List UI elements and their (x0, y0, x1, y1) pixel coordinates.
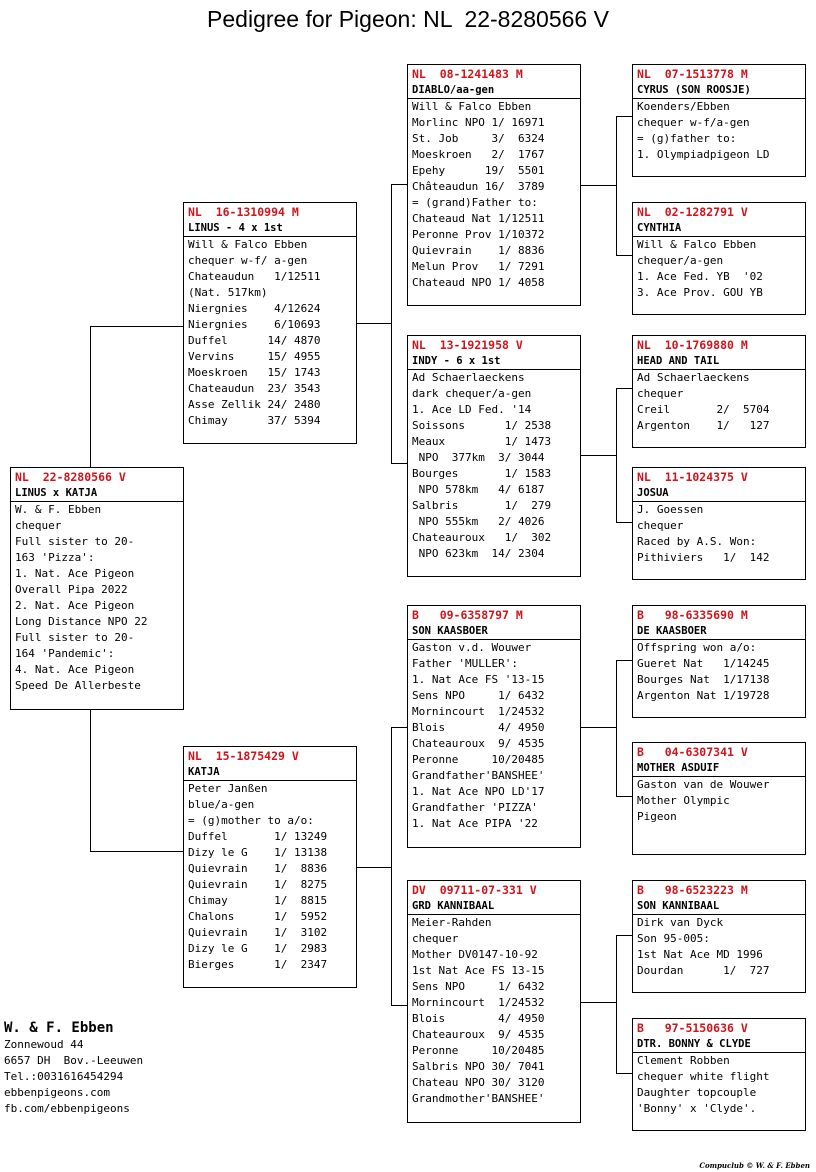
pedigree-line: Grandfather 'PIZZA' (412, 801, 538, 814)
connector (580, 455, 616, 456)
pedigree-line: 1. Olympiadpigeon LD (637, 148, 770, 161)
pedigree-line: Pigeon (637, 810, 677, 823)
owner-address-line: Zonnewoud 44 (4, 1038, 84, 1051)
pigeon-name: DTR. BONNY & CLYDE (633, 1036, 805, 1053)
connector (391, 1005, 408, 1006)
pedigree-line: Daughter topcouple (637, 1086, 757, 1099)
pedigree-line: Moeskroen 15/ 1743 (188, 366, 321, 379)
pedigree-line: Dizy le G 1/ 13138 (188, 846, 328, 859)
pedigree-line: Will & Falco Ebben (637, 238, 757, 251)
ring-number: B 98-6335690 M (637, 608, 748, 622)
pedigree-line: Offspring won a/o: (637, 641, 757, 654)
pigeon-name: SON KAASBOER (408, 623, 580, 640)
pedigree-line: 164 'Pandemic': (15, 647, 115, 660)
pedigree-line: Chimay 37/ 5394 (188, 414, 321, 427)
pedigree-line: St. Job 3/ 6324 (412, 132, 545, 145)
pedigree-line: Epehy 19/ 5501 (412, 164, 545, 177)
pedigree-line: chequer (637, 519, 684, 532)
connector (391, 184, 392, 463)
pedigree-line: Ad Schaerlaeckens (637, 371, 750, 384)
connector (90, 326, 184, 327)
connector (391, 463, 408, 464)
pedigree-line: Creil 2/ 5704 (637, 403, 770, 416)
pedigree-line: Ad Schaerlaeckens (412, 371, 525, 384)
pedigree-line: Meier-Rahden (412, 916, 492, 929)
pedigree-line: Melun Prov 1/ 7291 (412, 260, 545, 273)
pedigree-line: Quievrain 1/ 8836 (412, 244, 545, 257)
connector (616, 935, 632, 936)
pedigree-line: chequer w-f/a-gen (637, 116, 750, 129)
pigeon-card-dsd (632, 742, 806, 855)
connector (391, 727, 392, 1005)
pigeon-name: JOSUA (633, 485, 805, 502)
pedigree-line: Mornincourt 1/24532 (412, 705, 545, 718)
pedigree-line: Chateaudun 23/ 3543 (188, 382, 321, 395)
pedigree-line: 1. Ace LD Fed. '14 (412, 403, 532, 416)
pedigree-line: Clement Robben (637, 1054, 730, 1067)
ring-number: NL 15-1875429 V (188, 749, 299, 763)
pedigree-line: Grandfather'BANSHEE' (412, 769, 545, 782)
pigeon-card-dam-sire (407, 605, 581, 848)
ring-number: B 98-6523223 M (637, 883, 748, 897)
pedigree-line: chequer (412, 932, 459, 945)
pedigree-line: Chateaudun 1/12511 (188, 270, 321, 283)
pedigree-line: Full sister to 20- (15, 535, 135, 548)
pigeon-name: HEAD AND TAIL (633, 353, 805, 370)
pedigree-line: NPO 377km 3/ 3044 (412, 451, 545, 464)
connector (616, 935, 617, 1073)
pedigree-line: Overall Pipa 2022 (15, 583, 128, 596)
pigeon-name: SON KANNIBAAL (633, 898, 805, 915)
ring-number: NL 22-8280566 V (15, 470, 126, 484)
pedigree-line: Argenton Nat 1/19728 (637, 689, 770, 702)
pedigree-line: Will & Falco Ebben (412, 100, 532, 113)
pigeon-card-dss (632, 605, 806, 718)
pedigree-line: Meaux 1/ 1473 (412, 435, 552, 448)
pedigree-line: 4. Nat. Ace Pigeon (15, 663, 135, 676)
owner-phone: Tel.:0031616454294 (4, 1070, 124, 1083)
pedigree-line: chequer (637, 387, 684, 400)
pedigree-line: (Nat. 517km) (188, 286, 268, 299)
connector (356, 323, 391, 324)
pedigree-line: 1. Nat. Ace Pigeon (15, 567, 135, 580)
pedigree-line: NPO 578km 4/ 6187 (412, 483, 545, 496)
pedigree-line: Chateaud NPO 1/ 4058 (412, 276, 545, 289)
pigeon-name: LINUS x KATJA (11, 485, 183, 502)
pedigree-line: Chimay 1/ 8815 (188, 894, 328, 907)
pedigree-line: 1st Nat Ace FS 13-15 (412, 964, 545, 977)
pedigree-line: Niergnies 4/12624 (188, 302, 321, 315)
pedigree-line: Mother DV0147-10-92 (412, 948, 538, 961)
ring-number: NL 02-1282791 V (637, 205, 748, 219)
pedigree-line: Gueret Nat 1/14245 (637, 657, 770, 670)
ring-number: DV 09711-07-331 V (412, 883, 537, 897)
pedigree-line: Peronne 10/20485 (412, 1044, 545, 1057)
pedigree-line: Quievrain 1/ 8836 (188, 862, 328, 875)
pedigree-line: 1. Ace Fed. YB '02 (637, 270, 763, 283)
pedigree-line: Salbris NPO 30/ 7041 (412, 1060, 545, 1073)
pedigree-line: 1. Nat Ace FS '13-15 (412, 673, 545, 686)
pedigree-line: NPO 623km 14/ 2304 (412, 547, 545, 560)
connector (616, 116, 617, 255)
pedigree-line: = (g)father to: (637, 132, 737, 145)
pigeon-name: GRD KANNIBAAL (408, 898, 580, 915)
page-title: Pedigree for Pigeon: NL 22-8280566 V (207, 6, 609, 32)
pedigree-line: Chateauroux 9/ 4535 (412, 1028, 545, 1041)
pedigree-line: Bourges Nat 1/17138 (637, 673, 770, 686)
pedigree-line: 1st Nat Ace MD 1996 (637, 948, 763, 961)
pigeon-card-sire (183, 202, 357, 444)
pedigree-line: Duffel 14/ 4870 (188, 334, 321, 347)
pedigree-line: chequer/a-gen (637, 254, 724, 267)
ring-number: NL 07-1513778 M (637, 67, 748, 81)
pedigree-line: chequer (15, 519, 62, 532)
pedigree-line: Son 95-005: (637, 932, 710, 945)
connector (356, 867, 391, 868)
connector (580, 727, 616, 728)
pedigree-line: Peter Janßen (188, 782, 268, 795)
owner-facebook: fb.com/ebbenpigeons (4, 1102, 130, 1115)
pedigree-line: Quievrain 1/ 3102 (188, 926, 328, 939)
pedigree-line: Quievrain 1/ 8275 (188, 878, 328, 891)
footer-copyright: Compuclub © W. & F. Ebben (699, 1161, 810, 1170)
pigeon-card-sire-dam (407, 335, 581, 577)
pedigree-line: 2. Nat. Ace Pigeon (15, 599, 135, 612)
pedigree-line: Blois 4/ 4950 (412, 1012, 545, 1025)
pedigree-line: W. & F. Ebben (15, 503, 102, 516)
pigeon-name: CYNTHIA (633, 220, 805, 237)
pedigree-line: Speed De Allerbeste (15, 679, 141, 692)
pigeon-name: MOTHER ASDUIF (633, 760, 805, 777)
pigeon-name: DE KAASBOER (633, 623, 805, 640)
pigeon-name: KATJA (184, 764, 356, 781)
pedigree-line: 'Bonny' x 'Clyde'. (637, 1102, 757, 1115)
ring-number: NL 16-1310994 M (188, 205, 299, 219)
pedigree-line: J. Goessen (637, 503, 704, 516)
connector (616, 388, 617, 522)
pedigree-line: Moeskroen 2/ 1767 (412, 148, 545, 161)
pedigree-line: Sens NPO 1/ 6432 (412, 980, 545, 993)
pedigree-line: Gaston v.d. Wouwer (412, 641, 532, 654)
connector (616, 660, 617, 796)
pedigree-line: Pithiviers 1/ 142 (637, 551, 770, 564)
owner-website: ebbenpigeons.com (4, 1086, 110, 1099)
pigeon-name: DIABLO/aa-gen (408, 82, 580, 99)
pedigree-line: Mornincourt 1/24532 (412, 996, 545, 1009)
pedigree-line: 3. Ace Prov. GOU YB (637, 286, 763, 299)
pedigree-line: Dirk van Dyck (637, 916, 724, 929)
pedigree-line: Bourges 1/ 1583 (412, 467, 552, 480)
connector (616, 116, 632, 117)
pedigree-line: Morlinc NPO 1/ 16971 (412, 116, 545, 129)
ring-number: B 97-5150636 V (637, 1021, 748, 1035)
ring-number: NL 13-1921958 V (412, 338, 523, 352)
pedigree-line: 1. Nat Ace NPO LD'17 (412, 785, 545, 798)
pigeon-card-ssd (632, 202, 806, 315)
pigeon-card-dam-dam (407, 880, 581, 1123)
pedigree-line: chequer w-f/ a-gen (188, 254, 308, 267)
connector (90, 851, 184, 852)
pedigree-line: Bierges 1/ 2347 (188, 958, 328, 971)
pedigree-line: Chateau NPO 30/ 3120 (412, 1076, 545, 1089)
pedigree-line: Chateaud Nat 1/12511 (412, 212, 545, 225)
connector (616, 796, 632, 797)
pigeon-card-sss (632, 64, 806, 177)
pigeon-card-sdd (632, 467, 806, 580)
connector (616, 255, 632, 256)
connector (616, 388, 632, 389)
ring-number: B 04-6307341 V (637, 745, 748, 759)
pedigree-line: Vervins 15/ 4955 (188, 350, 321, 363)
ring-number: B 09-6358797 M (412, 608, 523, 622)
pedigree-line: Peronne 10/20485 (412, 753, 545, 766)
pedigree-line: Salbris 1/ 279 (412, 499, 552, 512)
ring-number: NL 11-1024375 V (637, 470, 748, 484)
connector (391, 727, 408, 728)
pedigree-line: Châteaudun 16/ 3789 (412, 180, 545, 193)
pedigree-line: Full sister to 20- (15, 631, 135, 644)
pedigree-line: Duffel 1/ 13249 (188, 830, 328, 843)
pigeon-name: LINUS - 4 x 1st (184, 220, 356, 237)
pigeon-card-ddd (632, 1018, 806, 1131)
pedigree-line: Soissons 1/ 2538 (412, 419, 552, 432)
pedigree-line: chequer white flight (637, 1070, 770, 1083)
pedigree-line: = (grand)Father to: (412, 196, 538, 209)
ring-number: NL 08-1241483 M (412, 67, 523, 81)
owner-address-block (4, 1019, 143, 1117)
pedigree-line: Argenton 1/ 127 (637, 419, 770, 432)
pedigree-line: dark chequer/a-gen (412, 387, 532, 400)
pedigree-line: Peronne Prov 1/10372 (412, 228, 545, 241)
pigeon-name: CYRUS (SON ROOSJE) (633, 82, 805, 99)
pedigree-line: Blois 4/ 4950 (412, 721, 545, 734)
pigeon-card-dds (632, 880, 806, 993)
pedigree-line: Sens NPO 1/ 6432 (412, 689, 545, 702)
pedigree-line: Grandmother'BANSHEE' (412, 1092, 545, 1105)
connector (391, 184, 408, 185)
pigeon-card-sire-sire (407, 64, 581, 306)
pedigree-line: = (g)mother to a/o: (188, 814, 314, 827)
pedigree-line: NPO 555km 2/ 4026 (412, 515, 545, 528)
pedigree-line: Chalons 1/ 5952 (188, 910, 328, 923)
pedigree-line: Dourdan 1/ 727 (637, 964, 770, 977)
ring-number: NL 10-1769880 M (637, 338, 748, 352)
pedigree-line: Chateauroux 9/ 4535 (412, 737, 545, 750)
connector (616, 1073, 632, 1074)
pedigree-line: Gaston van de Wouwer (637, 778, 770, 791)
pedigree-line: blue/a-gen (188, 798, 255, 811)
pedigree-line: Asse Zellik 24/ 2480 (188, 398, 321, 411)
pedigree-line: 163 'Pizza': (15, 551, 95, 564)
connector (580, 1002, 616, 1003)
pedigree-line: Father 'MULLER': (412, 657, 518, 670)
pigeon-card-sds (632, 335, 806, 448)
pedigree-line: Dizy le G 1/ 2983 (188, 942, 328, 955)
connector (616, 660, 632, 661)
owner-address-line: 6657 DH Bov.-Leeuwen (4, 1054, 144, 1067)
pedigree-line: Long Distance NPO 22 (15, 615, 148, 628)
owner-name: W. & F. Ebben (4, 1020, 114, 1036)
pigeon-name: INDY - 6 x 1st (408, 353, 580, 370)
connector (580, 185, 616, 186)
pedigree-line: Chateauroux 1/ 302 (412, 531, 552, 544)
pedigree-line: Niergnies 6/10693 (188, 318, 321, 331)
pedigree-line: Will & Falco Ebben (188, 238, 308, 251)
pigeon-card-self (10, 467, 184, 710)
pedigree-line: Koenders/Ebben (637, 100, 730, 113)
pigeon-card-dam (183, 746, 357, 988)
pedigree-line: 1. Nat Ace PIPA '22 (412, 817, 538, 830)
pedigree-line: Mother Olympic (637, 794, 730, 807)
connector (616, 522, 632, 523)
pedigree-line: Raced by A.S. Won: (637, 535, 757, 548)
